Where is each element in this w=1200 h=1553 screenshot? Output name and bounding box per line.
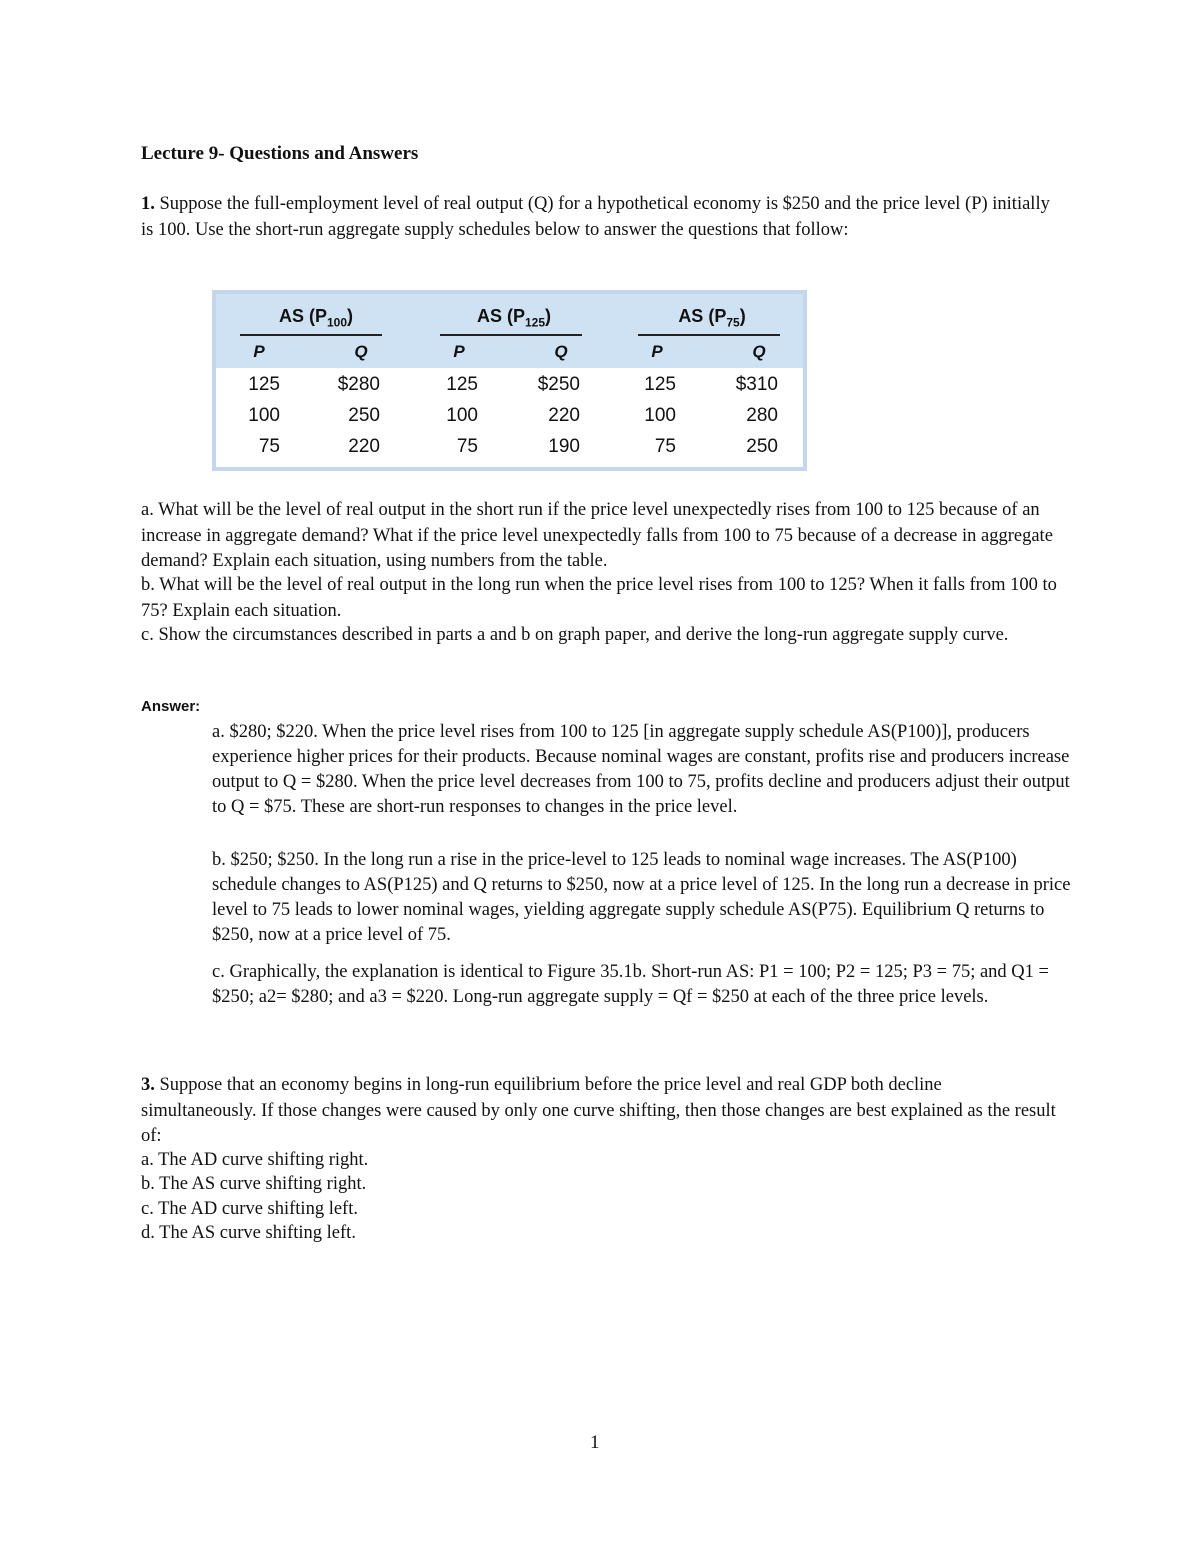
table-cell: 75 (258, 436, 280, 457)
question-3-option-c: c. The AD curve shifting left. (141, 1199, 358, 1219)
question-1-number: 1. (141, 194, 155, 214)
table-cell: 280 (746, 405, 778, 426)
table-cell: 100 (446, 405, 478, 426)
as-schedule-table (212, 290, 807, 471)
group-rule-1 (240, 334, 382, 336)
question-3-option-a: a. The AD curve shifting right. (141, 1150, 369, 1170)
question-1a: a. What will be the level of real output in the short run if the price level unexpectedly rises from 100 to 125 because of an increase in aggregate demand? What if the price level unexpectedly falls from 100 to 75 because of a decrease in aggregate demand? Explain each situation, using numbers from the table. (141, 500, 1053, 571)
answer-b: b. $250; $250. In the long run a rise in the price-level to 125 leads to nominal wage increases. The AS(P100) schedule changes to AS(P125) and Q returns to $250, now at a price level of 125. In the long run a decrease in price level to 75 leads to lower nominal wages, yielding aggregate supply schedule AS(P75). Equilibrium Q returns to $250, now at a price level of 75. (212, 850, 1071, 945)
table-cell: 125 (248, 374, 280, 395)
col-header-p: P (253, 342, 265, 361)
group-rule-3 (638, 334, 780, 336)
table-cell: 190 (548, 436, 580, 457)
table-cell: 125 (644, 374, 676, 395)
table-cell: 250 (746, 436, 778, 457)
answer-a: a. $280; $220. When the price level rises from 100 to 125 [in aggregate supply schedule AS(P100)], producers experience higher prices for their products. Because nominal wages are constant, profits rise and producers increase output to Q = $280. When the price level decreases from 100 to 75, profits decline and producers adjust their output to Q = $75. These are short-run responses to changes in the price level. (212, 722, 1070, 817)
col-header-p: P (651, 342, 663, 361)
question-1b: b. What will be the level of real output in the long run when the price level rises from 100 to 125? When it falls from 100 to 75? Explain each situation. (141, 575, 1057, 621)
question-3-number: 3. (141, 1075, 155, 1095)
table-cell: $250 (537, 374, 580, 395)
table-cell: 250 (348, 405, 380, 426)
page-number: 1 (590, 1432, 600, 1453)
group-header-p125: AS $(P_{125})$ (476, 306, 552, 330)
group-header-p75: AS $(P_{75})$ (678, 306, 746, 330)
table-cell: $310 (735, 374, 778, 395)
group-header-p100: AS $(P_{100})$ (278, 306, 354, 330)
table-cell: 100 (644, 405, 676, 426)
question-3-option-d: d. The AS curve shifting left. (141, 1223, 356, 1243)
question-3-text: Suppose that an economy begins in long-run equilibrium before the price level and real GDP both decline simultaneously. If those changes were caused by only one curve shifting, then those changes are best explained as the result of: (141, 1075, 1056, 1146)
answer-c: c. Graphically, the explanation is identical to Figure 35.1b. Short-run AS: P1 = 100; P2 = 125; P3 = 75; and Q1 = $250; a2= $280; and a3 = $220. Long-run aggregate supply = Qf = $250 at each of the three price levels. (212, 962, 1049, 1007)
col-header-q: Q (554, 342, 568, 361)
table-cell: 100 (248, 405, 280, 426)
table-cell: 75 (654, 436, 676, 457)
question-1-intro (141, 192, 1061, 243)
page-title: Lecture 9- Questions and Answers (141, 143, 419, 164)
table-cell: 125 (446, 374, 478, 395)
table-cell: $280 (337, 374, 380, 395)
group-rule-2 (440, 334, 582, 336)
col-header-p: P (453, 342, 465, 361)
table-cell: 220 (548, 405, 580, 426)
question-1-text: Suppose the full-employment level of real output (Q) for a hypothetical economy is $250 and the price level (P) initially is 100. Use the short-run aggregate supply schedules below to answer the questions that follow: (141, 194, 1050, 240)
table-cell: 220 (348, 436, 380, 457)
table-cell: 75 (456, 436, 478, 457)
question-3-option-b: b. The AS curve shifting right. (141, 1174, 367, 1194)
col-header-q: Q (354, 342, 368, 361)
answer-label: Answer: (141, 698, 201, 715)
question-1c: c. Show the circumstances described in parts a and b on graph paper, and derive the long-run aggregate supply curve. (141, 625, 1009, 645)
col-header-q: Q (752, 342, 766, 361)
question-3-intro (141, 1073, 1061, 1150)
